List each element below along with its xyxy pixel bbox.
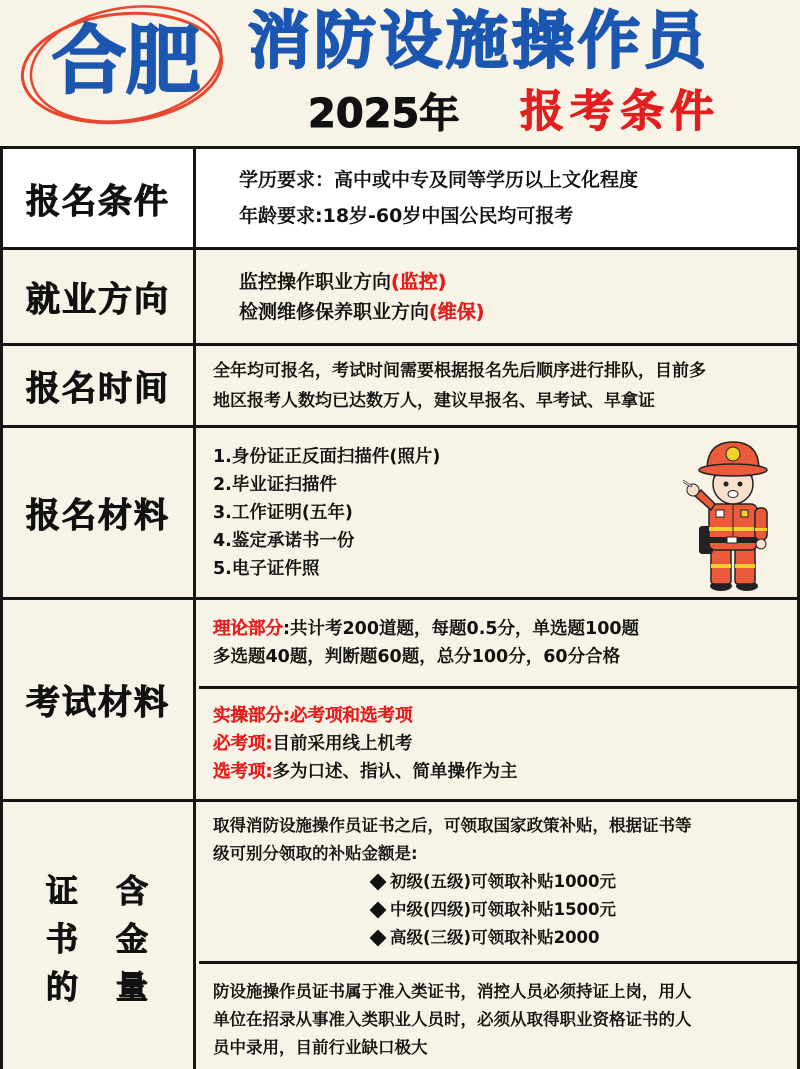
certificate-value-section (199, 964, 797, 1069)
text-line: 全年均可报名，考试时间需要根据报名先后顺序进行排队，目前多 (213, 360, 706, 381)
label-char: 含 (116, 871, 151, 910)
education-requirement: 学历要求：高中或中专及同等学历以上文化程度 (239, 169, 639, 191)
diamond-bullet-icon (370, 901, 387, 918)
theory-line (213, 615, 797, 643)
label-column (46, 867, 80, 1011)
vertical-label (46, 867, 150, 1011)
career-text: 检测维修保养职业方向 (239, 300, 430, 323)
poster-header (0, 0, 800, 146)
required-label: 必考项: (213, 734, 273, 754)
practical-heading: 实操部分:必考项和选考项 (213, 706, 413, 726)
list-item: 5.电子证件照 (213, 558, 320, 579)
info-table (0, 146, 800, 1069)
row-content (199, 346, 797, 425)
label-char: 证 (45, 871, 80, 910)
theory-heading: 理论部分 (213, 619, 283, 639)
row-content (199, 428, 797, 597)
page-subtitle: 报考条件 (520, 86, 720, 137)
table-row-registration-time (3, 346, 797, 428)
label-column (116, 867, 150, 1011)
subsidy-intro: 取得消防设施操作员证书之后，可领取国家政策补贴，根据证书等 (213, 815, 692, 835)
optional-text: 多为口述、指认、简单操作为主 (272, 762, 518, 782)
list-item: 4.鉴定承诺书一份 (213, 530, 355, 551)
row-label: 报名条件 (3, 149, 196, 247)
diamond-bullet-icon (370, 929, 387, 946)
subsidy-item (369, 868, 797, 896)
required-text: 目前采用线上机考 (272, 734, 413, 754)
text-line: 员中录用，目前行业缺口极大 (213, 1037, 428, 1057)
year-label: 2025年 (308, 91, 460, 137)
career-line (239, 297, 789, 327)
subsidy-section (199, 802, 797, 964)
list-item: 3.工作证明(五年) (213, 502, 353, 523)
row-content (199, 149, 797, 247)
career-line (239, 267, 789, 297)
city-name: 合肥 (52, 18, 200, 104)
subsidy-item (369, 924, 797, 952)
diamond-bullet-icon (370, 873, 387, 890)
theory-line: 多选题40题，判断题60题，总分100分，60分合格 (213, 647, 621, 667)
subsidy-list (213, 868, 797, 952)
text-line: 单位在招录从事准入类职业人员时，必须从取得职业资格证书的人 (213, 1009, 692, 1029)
table-row-career-direction (3, 250, 797, 346)
theory-text: :共计考200道题，每题0.5分，单选题100题 (283, 619, 640, 639)
label-char: 金 (116, 919, 151, 958)
row-label (3, 802, 196, 1069)
subsidy-text: 中级(四级)可领取补贴1500元 (390, 899, 617, 919)
career-highlight: (监控) (391, 270, 447, 293)
age-requirement: 年龄要求:18岁-60岁中国公民均可报考 (239, 205, 574, 227)
page-title: 消防设施操作员 (248, 4, 711, 77)
subsidy-intro: 级可别分领取的补贴金额是: (213, 843, 418, 863)
table-row-requirements (3, 149, 797, 250)
firefighter-illustration-icon (683, 434, 783, 592)
list-item: 1.身份证正反面扫描件(照片) (213, 446, 441, 467)
row-label: 报名材料 (3, 428, 196, 597)
text-line: 防设施操作员证书属于准入类证书，消控人员必须持证上岗，用人 (213, 981, 692, 1001)
table-row-exam (3, 600, 797, 802)
optional-label: 选考项: (213, 762, 273, 782)
subsidy-text: 高级(三级)可领取补贴2000 (390, 927, 600, 947)
table-row-materials (3, 428, 797, 600)
label-char: 书 (45, 919, 80, 958)
career-highlight: (维保) (429, 300, 485, 323)
career-text: 监控操作职业方向 (239, 270, 392, 293)
row-content (199, 250, 797, 343)
table-row-certificate-value (3, 802, 797, 1069)
exam-theory-section (199, 600, 797, 689)
required-line (213, 730, 797, 758)
text-line: 地区报考人数均已达数万人，建议早报名、早考试、早拿证 (213, 390, 655, 411)
exam-practical-section (199, 689, 797, 799)
label-char: 量 (116, 967, 151, 1006)
row-label: 就业方向 (3, 250, 196, 343)
label-char: 的 (45, 967, 80, 1006)
list-item: 2.毕业证扫描件 (213, 474, 337, 495)
subsidy-item (369, 896, 797, 924)
row-label: 报名时间 (3, 346, 196, 425)
subsidy-text: 初级(五级)可领取补贴1000元 (390, 871, 617, 891)
city-badge (18, 4, 228, 126)
optional-line (213, 758, 797, 786)
row-label: 考试材料 (3, 600, 196, 799)
